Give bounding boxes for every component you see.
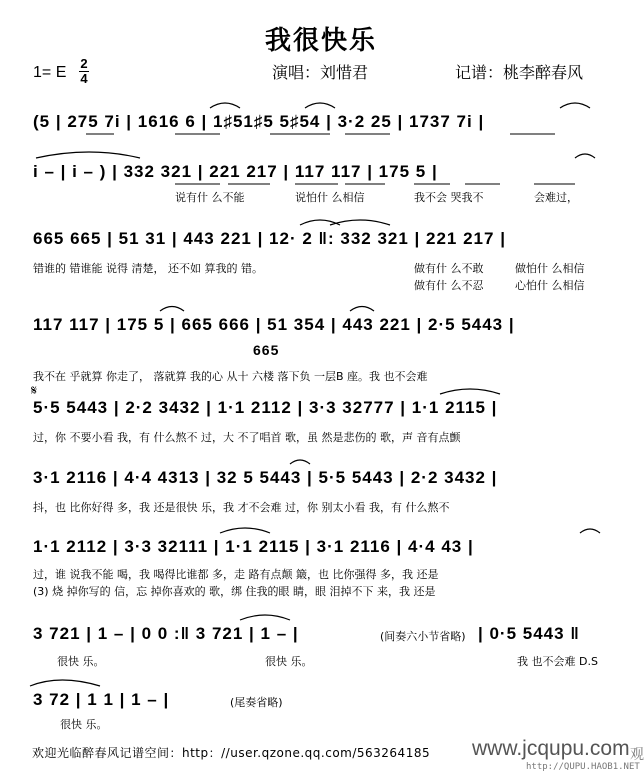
score-line-7: 1·1 2112 | 3·3 32111 | 1·1 2115 | 3·1 2116 | 4·4 43 | — [33, 537, 474, 556]
score-line-9: 3 72 | 1 1 | 1 – | — [33, 690, 170, 709]
tie-mark-9 — [350, 307, 374, 312]
lyric-line-2c: 我不会 哭我不 — [414, 191, 484, 204]
meter-top: 2 — [80, 56, 88, 71]
key-signature: 1= E — [33, 64, 67, 81]
tie-mark-13 — [580, 529, 600, 533]
lyric-line-7b: (3) 烧 掉你写的 信，忘 掉你喜欢的 歌，绑 住我的眼 睛，眼 泪掉不下 来，我 还是 — [33, 585, 436, 598]
tie-mark-10 — [440, 389, 500, 394]
score-line-6: 3·1 2116 | 4·4 4313 | 32 5 5443 | 5·5 5443 | 2·2 3432 | — [33, 468, 498, 487]
tie-mark-5 — [575, 154, 595, 158]
lyric-line-4: 我不在 乎就算 你走了， 落就算 我的心 从十 六楼 落下负 一层B 座。我 也不会难 — [33, 370, 428, 383]
interlude-note: (间奏六小节省略) — [380, 630, 466, 643]
lyric-line-9: 很快 乐。 — [60, 718, 108, 731]
lyric-line-3d: 做有什 么不忍 — [414, 279, 484, 292]
lyric-line-8a: 很快 乐。 — [57, 655, 105, 668]
lyric-line-3e: 心怕什 么相信 — [515, 279, 585, 292]
score-line-8: 3 721 | 1 – | 0 0 :‖ 3 721 | 1 – | — [33, 624, 299, 643]
alternate-notes: 665 — [253, 342, 280, 358]
score-line-3: 665 665 | 51 31 | 443 221 | 12· 2 ‖: 332 321 | 221 217 | — [33, 229, 506, 248]
outro-note: (尾奏省略) — [230, 696, 283, 709]
lyric-line-3b: 做有什 么不敢 — [414, 262, 484, 275]
watermark-url: http://QUPU.HAOB1.NET — [526, 762, 640, 772]
tie-mark-14 — [240, 615, 290, 620]
segno-sign: 𝄋 — [31, 383, 38, 399]
score-line-1: (5 | 275 7i | 1616 6 | 1♯51♯5 5♯54 | 3·2 25 | 1737 7i | — [33, 112, 485, 131]
lyric-line-2d: 会难过， — [534, 191, 578, 204]
lyric-line-3a: 错谁的 错谁能 说得 清楚， 还不如 算我的 错。 — [33, 262, 263, 275]
watermark-side: 观 — [630, 747, 644, 763]
song-title: 我很快乐 — [264, 26, 377, 56]
meter-bottom: 4 — [80, 71, 88, 86]
lyric-line-8c: 我 也不会难 D.S — [517, 655, 598, 668]
lyric-line-3c: 做怕什 么相信 — [515, 262, 585, 275]
score-line-2: i – | i – ) | 332 321 | 221 217 | 117 117 | 175 5 | — [33, 162, 438, 181]
lyric-line-2a: 说有什 么不能 — [175, 191, 245, 204]
footer-credit: 欢迎光临醉春风记谱空间：http：//user.qzone.qq.com/563264185 — [32, 746, 431, 760]
tie-mark-4 — [36, 152, 140, 158]
lyric-line-8b: 很快 乐。 — [265, 655, 313, 668]
tie-mark-2 — [305, 103, 335, 108]
tie-mark-1 — [210, 103, 240, 108]
tie-mark-11 — [290, 460, 310, 464]
lyric-line-6: 抖，也 比你好得 多，我 还是很快 乐，我 才不会难 过，你 别太小看 我，有 什么熬不 — [33, 501, 450, 514]
lyric-line-7a: 过，谁 说我不能 喝，我 喝得比谁都 多，走 路有点颠 簸，也 比你强得 多，我 还是 — [33, 568, 439, 581]
score-line-5: 5·5 5443 | 2·2 3432 | 1·1 2112 | 3·3 32777 | 1·1 2115 | — [33, 398, 498, 417]
watermark-site: www.jcqupu.com — [472, 737, 630, 760]
score-line-8-tail: | 0·5 5443 ‖ — [478, 624, 580, 643]
singer-credit: 演唱：刘惜君 — [272, 63, 369, 82]
tie-mark-15 — [30, 680, 100, 686]
tie-mark-8 — [160, 307, 184, 312]
score-line-4: 117 117 | 175 5 | 665 666 | 51 354 | 443 221 | 2·5 5443 | — [33, 315, 515, 334]
lyric-line-5: 过，你 不要小看 我，有 什么熬不 过，大 不了唱首 歌，虽 然是悲伤的 歌，声 音有点颤 — [33, 431, 461, 444]
tie-mark-12 — [220, 528, 270, 533]
notation-credit: 记谱：桃李醉春风 — [455, 63, 584, 82]
tie-mark-3 — [560, 103, 590, 108]
lyric-line-2b: 说怕什 么相信 — [295, 191, 365, 204]
